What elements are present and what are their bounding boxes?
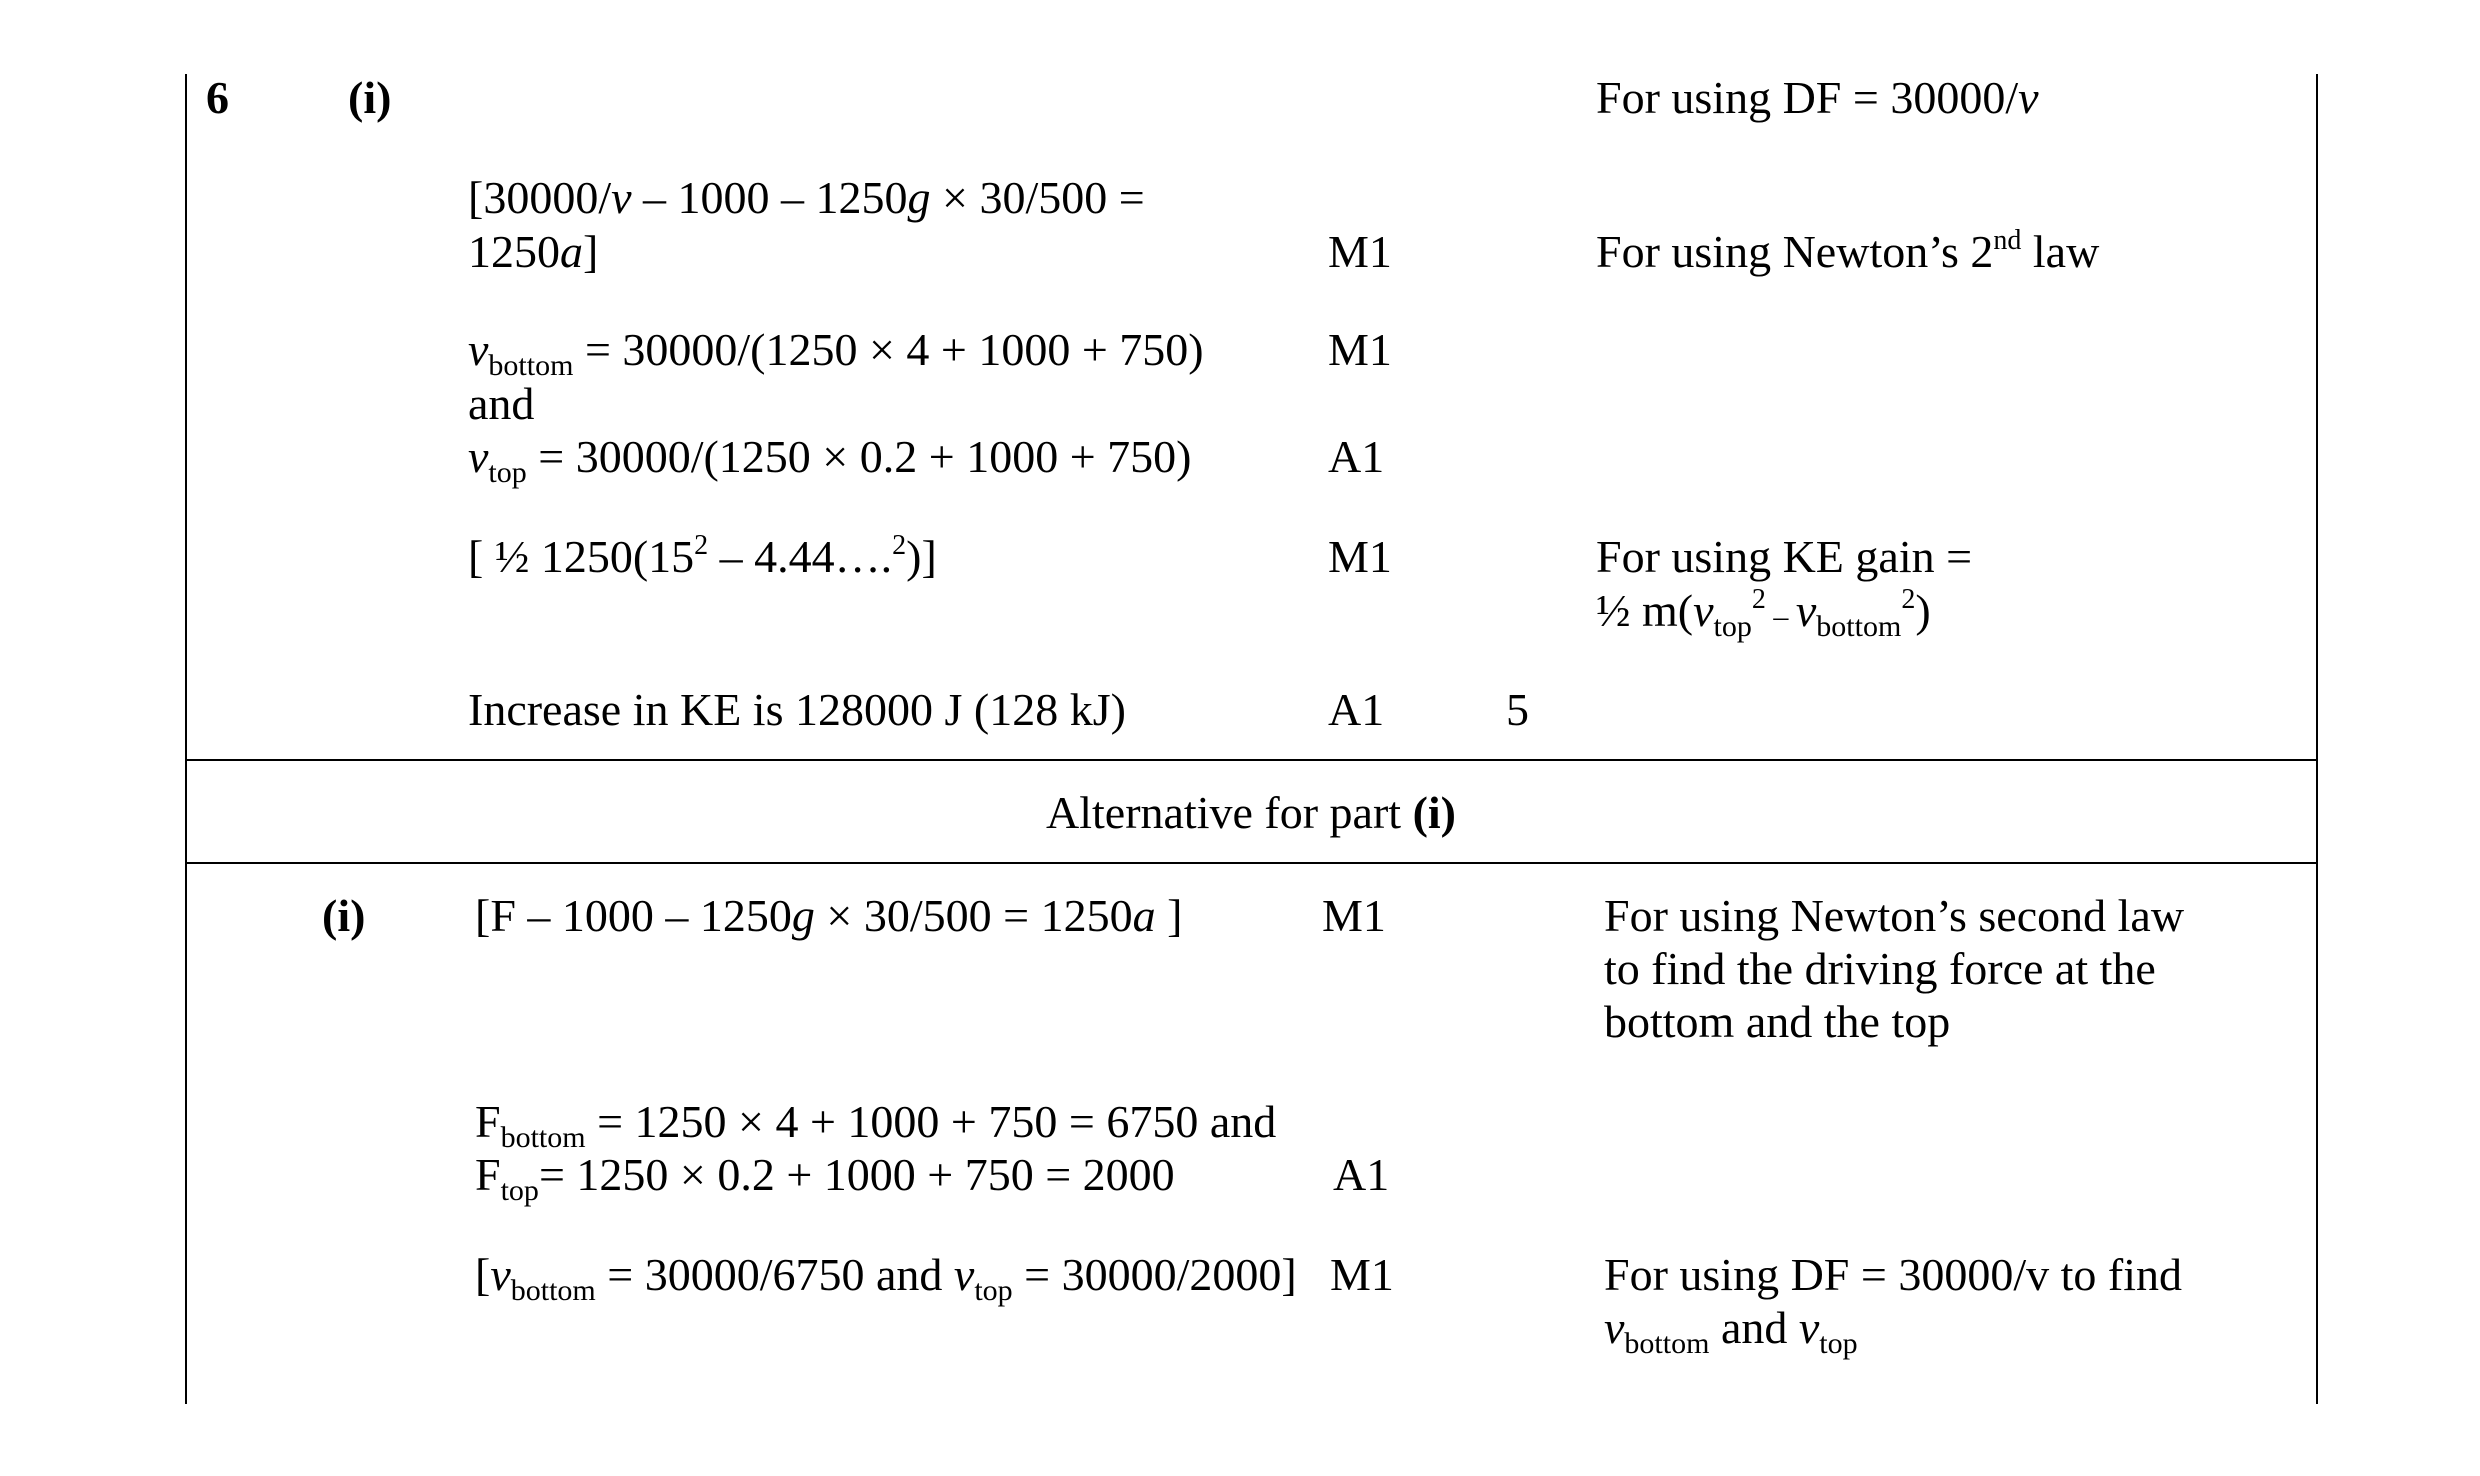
alternative-bottom-divider xyxy=(185,862,2318,864)
alt-f-top-equation: $F_{top}= 1250 \times 0.2 + 1000 + 750 = 2000$ xyxy=(475,1149,1175,1207)
mark-newton: M1 xyxy=(1328,226,1392,277)
alt-hint-velocity-2: $v_{bottom}$ and $v_{top}$ xyxy=(1604,1302,1858,1360)
alt-hint-newton-3: bottom and the top xyxy=(1604,996,1951,1047)
alternative-top-divider xyxy=(185,759,2318,761)
ke-expression: [ ½ $1250(15^2$ – 4.44….$^2$)] xyxy=(468,530,937,582)
table-left-border xyxy=(185,74,187,1404)
mark-v-top: A1 xyxy=(1328,431,1385,482)
question-number: 6 xyxy=(206,72,229,123)
newton-equation-line1: [30000/v – 1000 – 1250g × 30/500 = xyxy=(468,172,1145,223)
ke-result: Increase in KE is 128000 J (128 kJ) xyxy=(468,684,1126,735)
mark-v-bottom: M1 xyxy=(1328,324,1392,375)
part-label: (i) xyxy=(348,72,392,123)
total-marks: 5 xyxy=(1506,684,1529,735)
alt-f-bottom-equation: $F_{bottom} = 1250 \times 4 + 1000 + 750 = 6750$ and xyxy=(475,1096,1277,1154)
alt-mark-forces: A1 xyxy=(1333,1149,1390,1200)
alternative-heading: Alternative for part (i) xyxy=(1046,787,1456,838)
alt-hint-newton-2: to find the driving force at the xyxy=(1604,943,2156,994)
hint-df: For using DF = 30000/v xyxy=(1596,72,2039,123)
and-word: and xyxy=(468,378,535,429)
mark-ke-result: A1 xyxy=(1328,684,1385,735)
hint-ke-line2: ½ $m(v_{top}^2 - v_{bottom}^2)$ xyxy=(1596,584,1931,643)
hint-newton: For using Newton’s 2nd law xyxy=(1596,225,2100,277)
table-right-border xyxy=(2316,74,2318,1404)
alt-hint-velocity-1: For using DF = 30000/v to find xyxy=(1604,1249,2182,1300)
newton-equation-line2: 1250a] xyxy=(468,226,599,277)
alt-newton-equation: [F – 1000 – 1250g × 30/500 = 1250a ] xyxy=(475,890,1183,941)
alt-hint-newton-1: For using Newton’s second law xyxy=(1604,890,2185,941)
hint-ke-line1: For using KE gain = xyxy=(1596,531,1973,582)
v-bottom-equation: $v_{bottom} = 30000/(1250 \times 4 + 1000 + 750)$ xyxy=(468,324,1204,382)
alt-part-label: (i) xyxy=(322,890,366,941)
alt-mark-newton: M1 xyxy=(1322,890,1386,941)
v-top-equation: $v_{top} = 30000/(1250 \times 0.2 + 1000 + 750)$ xyxy=(468,431,1192,489)
alt-mark-velocity: M1 xyxy=(1330,1249,1394,1300)
mark-ke: M1 xyxy=(1328,531,1392,582)
alt-velocity-equation: [$v_{bottom} = 30000/6750$ and $v_{top} = 30000/2000$] xyxy=(475,1249,1297,1307)
